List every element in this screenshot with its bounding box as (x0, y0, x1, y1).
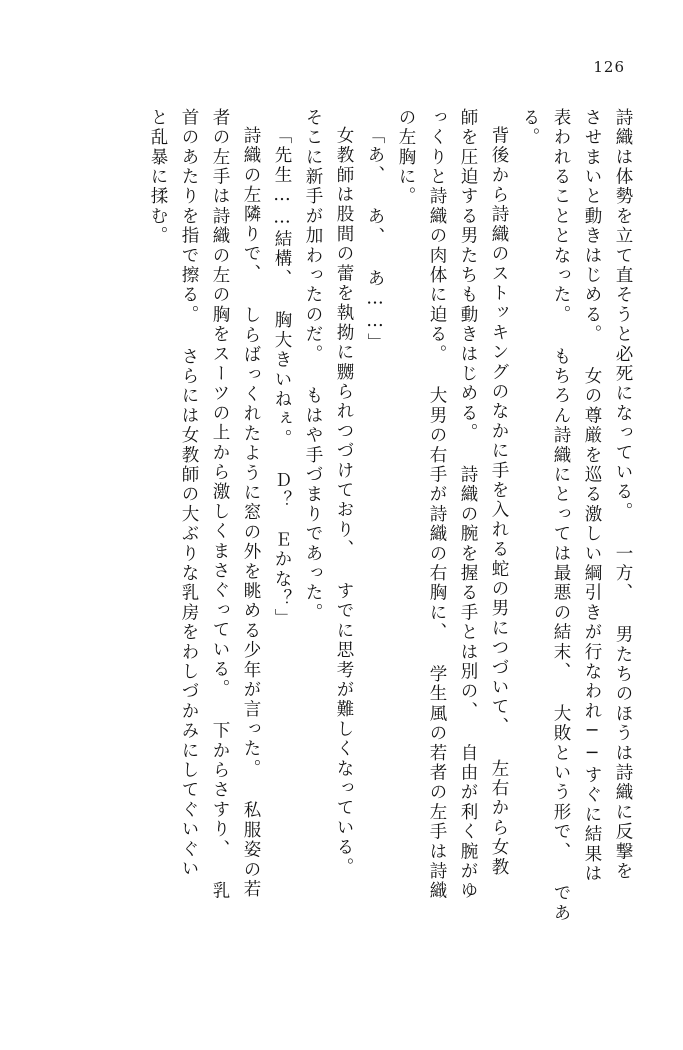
text-line: 背後から詩織のストッキングのなかに手を入れる蛇の男につづいて、 左右から女教 (489, 126, 509, 878)
text-line: 「先生……結構、 胸大きいねぇ。 Ｄ？ Ｅかな？」 (272, 126, 292, 629)
text-line: と乱暴に揉む。 (148, 108, 168, 246)
text-line: 者の左手は詩織の左の胸をスーツの上から激しくまさぐっている。 下からさすり、 乳 (210, 108, 230, 901)
text-line: そこに新手が加わったのだ。 もはや手づまりであった。 (303, 108, 323, 623)
text-line: 首のあたりを指で擦る。 さらには女教師の大ぶりな乳房をわしづかみにしてぐいぐい (179, 108, 199, 879)
text-line: る。 (520, 108, 540, 148)
text-line: 師を圧迫する男たちも動きはじめる。 詩織の腕を握る手とは別の、 自由が利く腕がゆ (458, 108, 478, 901)
page-number: 126 (593, 58, 625, 76)
text-line: の左胸に。 (396, 108, 416, 207)
text-line: 表われることとなった。 もちろん詩織にとっては最悪の結末、 大敗という形で、 であ (551, 108, 571, 924)
text-line: 詩織は体勢を立て直そうと必死になっている。 一方、 男たちのほうは詩織に反撃を (613, 108, 633, 882)
text-line: 詩織の左隣りで、 しらばっくれたように窓の外を眺める少年が言った。 私服姿の若 (241, 126, 261, 900)
text-line: 「あ、 あ、 あ……」 (365, 126, 385, 353)
text-line: っくりと詩織の肉体に迫る。 大男の右手が詩織の右胸に、 学生風の若者の左手は詩織 (427, 108, 447, 901)
text-line: させまいと動きはじめる。 女の尊厳を巡る激しい綱引きが行なわれ──すぐに結果は (582, 108, 602, 884)
body-text-block (40, 108, 631, 988)
text-line: 女教師は股間の蕾を執拗に嬲られつづけており、 すでに思考が難しくなっている。 (334, 126, 354, 878)
